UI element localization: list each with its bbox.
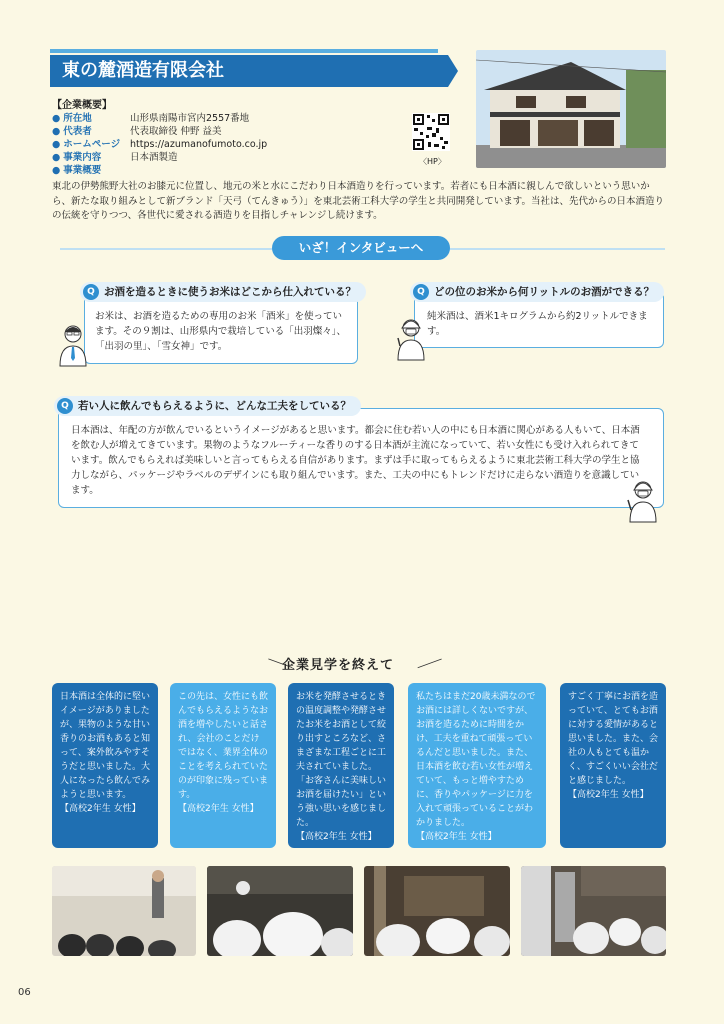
impression-card-1 [52,683,158,848]
question-icon: Q [83,284,99,300]
info-row-location: ● 所在地 山形県南陽市宮内2557番地 [52,113,250,124]
info-row-homepage: ● ホームページ https://azumanofumoto.co.jp [52,139,268,150]
bullet-icon: ● [52,126,61,137]
answer-box-3 [58,408,664,508]
visit-photo-2 [207,866,353,956]
answer-box-1 [84,292,358,364]
visit-photo-4 [521,866,666,956]
card-text: お米を発酵させるときの温度調整や発酵させたお米をお酒として絞り出すところなど、さまざまな工程ごとに工夫されていました。「お客さんに美味しいお酒を届けたい」という強い思いを感じました。 [296,692,387,828]
bullet-icon: ● [52,165,61,176]
qr-label: 〈HP〉 [419,157,446,166]
question-icon: Q [57,398,73,414]
bullet-icon: ● [52,113,61,124]
question-text-3: 若い人に飲んでもらえるように、どんな工夫をしている？ [78,400,351,412]
info-row-representative: ● 代表者 代表取締役 仲野 益美 [52,126,222,137]
impression-card-3 [288,683,394,848]
qr-code-icon[interactable] [412,113,450,151]
visit-photo-1 [52,866,196,956]
card-author: 【高校2年生 女性】 [568,790,649,800]
answer-text-1: お米は、お酒を造るための専用のお米「酒米」を使っています。その９割は、山形県内で栽培している「出羽燦々」、「出羽の里」、「雪女神」です。 [95,311,346,352]
answer-text-2: 純米酒は、酒米1キログラムから約2リットルできます。 [427,311,648,337]
impression-card-2 [170,683,276,848]
question-icon: Q [413,284,429,300]
company-title-text: 東の麓酒造有限会社 [62,60,224,81]
card-text: 私たちはまだ20歳未満なのでお酒には詳しくないですが、お酒を造るために時間をかけ、工夫を重ねて頑張っているんだと思いました。また、日本酒を飲む若い女性が増えていて、もっと増やすために、香りやパッケージに力を入れて頑張っていることがわかりました。 [416,692,536,828]
company-description: 東北の伊勢熊野大社のお膝元に位置し、地元の米と水にこだわり日本酒造りを行っています。若者にも日本酒に親しんで欲しいという思いから、新たな取り組みとして新ブランド「天弓（てんきゅう）」を東北芸術工科大学の学生と共同開発しています。当社は、先代からの日本酒造りの伝統を守りつつ、各世代に愛される酒造りを目指しチャレンジし続けます。 [52,181,664,221]
info-row-summary: ● 事業概要 [52,165,102,176]
question-text-1: お酒を造るときに使うお米はどこから仕入れている？ [104,286,356,298]
visit-heading: 企業見学を終えて [282,658,395,673]
card-text: この先は、女性にも飲んでもらえるようなお酒を増やしたいと話され、会社のことだけではなく、業界全体のことを考えられていたのが印象に残っています。 [178,692,269,800]
card-text: すごく丁寧にお酒を造っていて、とてもお酒に対する愛情があると思いました。また、会社の人もとても温かく、すごくいい会社だと感じました。 [568,692,659,786]
overview-heading: 【企業概要】 [52,100,112,111]
answer-text-3: 日本酒は、年配の方が飲んでいるというイメージがあると思います。都会に住む若い人の中にも日本酒に関心がある人もいて、日本酒を飲む人が増えてきています。果物のようなフルーティーな香りのする日本酒が主流になっていて、若い女性にも受け入れられてきています。飲んでもらえれば美味しいと言ってもらえる自信があります。まずは手に取ってもらえるように東北芸術工科大学の学生と協力しながら、パッケージやラベルのデザインにも取り組んでいます。また、工夫の中にもトレンドだけに走らない酒造りを意識しています。 [71,425,640,496]
interview-heading: いざ！インタビューへ [272,236,450,260]
slash-right-icon: ／ [415,648,444,679]
card-author: 【高校2年生 女性】 [178,804,259,814]
impression-card-4 [408,683,546,848]
card-author: 【高校2年生 女性】 [60,804,141,814]
visit-photo-3 [364,866,510,956]
impression-card-5 [560,683,666,848]
question-tag-1 [80,282,366,302]
building-photo [476,50,666,168]
bullet-icon: ● [52,139,61,150]
company-title [50,55,448,87]
interviewer-illustration [56,322,90,368]
page-number: 06 [18,987,31,998]
question-tag-3 [54,396,361,416]
homepage-link[interactable]: https://azumanofumoto.co.jp [130,139,268,150]
question-tag-2 [410,282,664,302]
question-text-2: どの位のお米から何リットルのお酒ができる？ [434,286,655,298]
card-author: 【高校2年生 女性】 [416,832,497,842]
card-text: 日本酒は全体的に堅いイメージがありましたが、果物のような甘い香りのお酒もあると知って、案外飲みやすそうだと思いました。大人になったら飲んでみようと思います。 [60,692,151,800]
brewer-illustration [394,316,428,362]
bullet-icon: ● [52,152,61,163]
slash-left-icon: ＼ [266,648,295,679]
card-author: 【高校2年生 女性】 [296,832,377,842]
info-row-business: ● 事業内容 日本酒製造 [52,152,178,163]
brewer-illustration-2 [626,478,660,524]
